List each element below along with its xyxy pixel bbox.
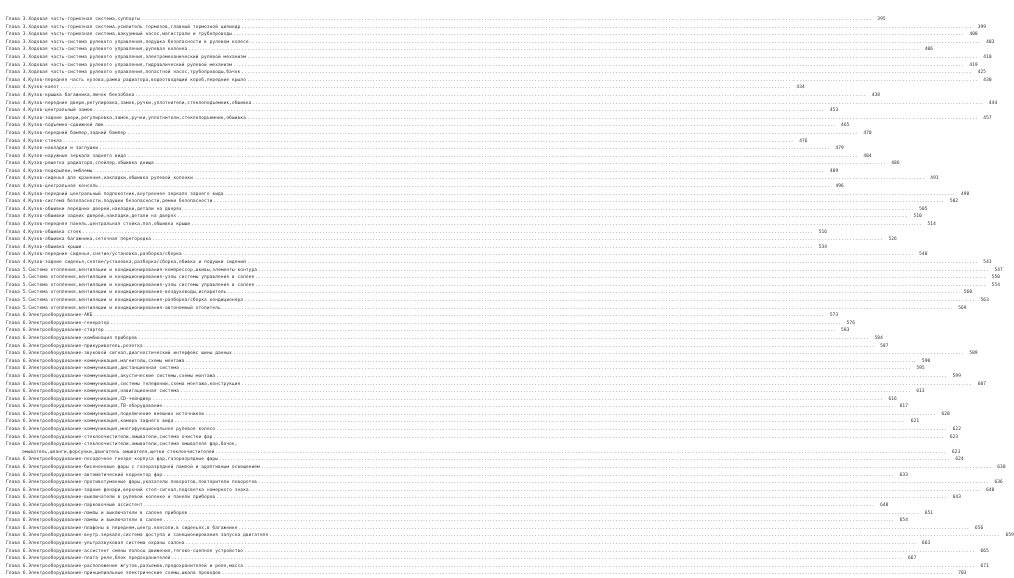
toc-page-number: 623 [951,449,961,455]
toc-entry [6,381,987,389]
toc-entry [6,69,987,77]
toc-entry [6,548,989,556]
toc-entry [6,441,398,449]
toc-page-number: 633 [899,472,908,478]
toc-dot-leader [255,274,986,282]
toc-entry-title: Глава 5.Система отопления,вентиляции и кондиционирования-воздуховоды,испаритель [6,290,227,296]
toc-dot-leader [227,289,958,297]
toc-entry-title: Глава 6.Электрооборудование-генератор [6,320,110,326]
toc-entry [6,115,992,123]
toc-entry-title: Глава 4.Кузов-передняя часть кузова,рамка радиатора,водоотводящий короб,передние крыло [6,77,246,83]
toc-page-number: 543 [983,260,992,265]
toc-entry-title: Глава 5.Система отопления,вентиляции и кондиционирования-компрессор,шкивы,элементы контура [6,267,258,273]
toc-page-number: 616 [888,396,897,402]
toc-entry-title: Глава 4.Кузов-обшивка багажника,сеточная перегородка [6,237,152,243]
toc-page-number: 576 [846,320,855,326]
toc-entry-title: Глава 6.Электрооборудование-противотуманные фары,указатели поворотов,повторители поворотов [6,480,258,486]
toc-entry-title: Глава 6.Электрооборудование-стеклоочистители,омыватели,система очистки фар [6,434,213,440]
toc-page-number: 671 [980,563,989,569]
toc-dot-leader [244,297,975,305]
toc-entry [6,267,1003,275]
toc-page-number: 583 [841,328,850,334]
toc-entry [6,396,897,404]
toc-dot-leader [99,145,830,153]
toc-entry-title: Глава 6.Электрооборудование-АКБ [6,313,93,319]
toc-entry [6,434,959,442]
toc-dot-leader [141,16,872,24]
toc-dot-leader [60,84,791,92]
toc-entry-title: Глава 6.Электрооборудование-прикуриватель,розетка [6,343,143,349]
toc-dot-leader [241,24,972,32]
toc-entry-title: Глава 6.Электрооборудование-выключатели в рулевой колонке и панели приборов [6,495,216,501]
toc-dot-leader [233,62,964,70]
toc-dot-leader [269,532,1000,540]
toc-entry [6,510,934,518]
toc-entry [6,107,839,115]
toc-dot-leader [105,327,836,335]
toc-dot-leader [183,251,914,259]
toc-entry [6,175,939,183]
toc-entry-title: Глава 6.Электрооборудование-расположение жгутов,разъемов,предохранителей и реле,масса [6,563,244,569]
toc-entry [6,46,934,54]
toc-entry [6,282,1001,290]
toc-page-number: 613 [916,389,925,395]
toc-entry-title: Глава 4.Кузов-подъемно-сдвижной люк [6,123,104,129]
toc-entry [6,517,908,525]
toc-dot-leader [258,267,989,275]
toc-entry [6,122,850,130]
toc-page-number: 399 [977,24,987,30]
toc-dot-leader [93,312,824,320]
toc-entry [6,31,978,39]
toc-entry [6,236,897,244]
toc-page-number: 457 [983,115,992,121]
toc-dot-leader [233,31,964,39]
toc-page-number: 434 [796,85,805,91]
toc-page-number: 667 [907,556,917,562]
toc-entry-title: Глава 6.Электрооборудование-автоматический корректор фар [6,472,163,478]
toc-dot-leader [216,426,947,434]
toc-dot-leader [82,244,813,252]
toc-entry [6,502,889,510]
toc-dot-leader [252,100,983,108]
toc-page-number: 599 [952,373,961,379]
toc-entry-title: Глава 6.Электрооборудование-принципиальные электрические схемы,шкала проводов [6,571,221,577]
toc-page-number: 587 [880,343,889,349]
toc-entry-title: Глава 6.Электрооборудование-плата реле,блок предохранителей [6,556,171,562]
toc-dot-leader [186,540,917,548]
toc-entry [6,251,928,259]
toc-entry [6,221,936,229]
toc-entry-title: Глава 6.Электрооборудование-коммуникация,магнитолы,схемы монтажа [6,358,185,364]
toc-page-number: 636 [994,480,1003,486]
toc-page-number: 654 [899,518,908,524]
toc-entry [6,456,964,464]
toc-dot-leader [152,396,883,404]
toc-dot-leader [144,343,875,351]
toc-dot-leader [241,69,972,77]
toc-dot-leader [239,525,970,533]
toc-entry [6,449,961,457]
toc-dot-leader [255,282,986,290]
toc-entry-title: Глава 4.Кузов-передние сиденья,снятие/установка,разборка/сборка [6,252,182,258]
toc-dot-leader [172,555,903,563]
toc-entry [6,62,978,70]
toc-page-number: 563 [980,297,989,303]
toc-page-number: 403 [986,39,995,45]
toc-dot-leader [194,175,925,183]
toc-page-number: 607 [977,381,987,387]
toc-entry-title: Глава 4.Кузов-задние двери,регулировка,замок,ручки,уплотнители,стеклоподъемник,обшивка [6,115,246,121]
toc-entry-title: Глава 4.Кузов-обшивка крыши [6,244,82,250]
table-of-contents [6,16,1014,578]
toc-entry-title: Глава 4.Кузов-передний бампер,задний бампер [6,130,126,136]
toc-entry [6,145,844,153]
toc-entry-title: Глава 4.Кузов-накладки и заглушки [6,146,99,152]
toc-entry [6,213,922,221]
toc-dot-leader [105,122,836,130]
toc-page-number: 703 [958,571,967,577]
toc-entry-title: Глава 6.Электрооборудование-коммуникация,дистанционная система [6,366,179,372]
toc-page-number: 444 [988,100,998,106]
toc-dot-leader [110,320,841,328]
toc-entry-title: Глава 3.Ходовая часть-тормозная система,вакуумный насос,магистрали и трубопроводы [6,32,232,38]
toc-page-number: 502 [949,199,959,205]
toc-entry-title: Глава 3.Ходовая часть-тормозная система,усилитель тормозов,главный тормозной цилиндр [6,24,241,30]
toc-dot-leader [244,548,975,556]
toc-dot-leader [247,115,978,123]
toc-entry [6,426,961,434]
toc-page-number: 476 [799,138,808,144]
toc-entry-title: Глава 3.Ходовая часть-система рулевого управления,подушка безопасности в рулевом колесе [6,39,249,45]
toc-entry-title: Глава 4.Кузов-система безопасности,подушки безопасности,ремни безопасности [6,199,213,205]
toc-page-number: 453 [829,108,839,114]
toc-entry-title: Глава 4.Кузов-наружные зеркала заднего вида [6,153,126,159]
toc-page-number: 419 [969,62,978,68]
toc-entry [6,494,961,502]
toc-entry-title: Глава 4.Кузов-стекла [6,138,62,144]
toc-entry [6,563,989,571]
toc-dot-leader [244,563,975,571]
toc-page-number: 540 [919,252,928,258]
toc-entry-title: Глава 6.Электрооборудование-внутр.зеркало,система доступа и санкционирования запуска двигателя [6,533,269,539]
toc-entry-title: Глава 6.Электрооборудование-лампы и выключатели в салоне [6,518,163,524]
toc-page-number: 484 [863,153,872,159]
toc-dot-leader [241,381,972,389]
toc-page-number: 643 [952,495,961,501]
toc-dot-leader [250,39,981,47]
toc-entry-title: Глава 5.Система отопления,вентиляции и кондиционирования-узлы системы управления в салоне [6,275,255,281]
toc-entry-title: Глава 4.Кузов-сиденья для кранения,накладки,обшивка рулевой колонки [6,176,193,182]
toc-page-number: 486 [891,161,900,167]
toc-dot-leader [222,305,953,313]
toc-entry [6,350,978,358]
toc-entry [6,198,959,206]
toc-page-number: 651 [924,510,934,516]
toc-page-number: 547 [994,267,1003,273]
toc-entry-title: Глава 5.Система отопления,вентиляции и кондиционирования-разборка/сборка кондиционера [6,297,244,303]
toc-entry [6,343,889,351]
toc-entry-title: Глава 6.Электрооборудование-коммуникация,системы телефонии,схема монтажа,конструкция [6,381,241,387]
toc-entry [6,160,900,168]
toc-dot-leader [163,403,894,411]
toc-page-number: 498 [960,191,970,197]
toc-page-number: 595 [916,366,925,372]
toc-entry-title: Глава 3.Ходовая часть-система рулевого управления,лопастной насос,трубопроводы,бачок [6,70,241,76]
toc-entry [6,92,881,100]
toc-page-number: 554 [991,282,1001,288]
toc-entry-title: Глава 6.Электрооборудование-лампы и выключатели в салоне приборов [6,510,188,516]
toc-entry [6,479,1003,487]
toc-page-number: 425 [977,70,987,76]
toc-page-number: 623 [949,434,959,440]
toc-page-number: 465 [841,123,850,129]
toc-dot-leader [188,46,919,54]
toc-dot-leader [63,138,794,146]
toc-dot-leader [174,418,905,426]
toc-entry-title: Глава 6.Электрооборудование-стартер [6,328,104,334]
toc-dot-leader [138,335,869,343]
toc-entry-title: Глава 6.Электрооборудование-коммуникация,ТВ-оборудование [6,404,163,410]
toc-page-number: 430 [983,77,992,83]
toc-page-number: 516 [818,229,828,235]
toc-entry [6,525,984,533]
toc-entry [6,327,850,335]
toc-entry-title: Глава 4.Кузов-передний центральный подлокотник,внутреннее зеркало заднего вида [6,191,224,197]
toc-entry [6,570,967,578]
toc-entry-title: Глава 3.Ходовая часть-система рулевого управления,рулевая колонка [6,47,188,53]
toc-entry [6,130,872,138]
toc-dot-leader [215,449,946,457]
toc-entry [6,540,931,548]
toc-page-number: 663 [921,540,931,546]
toc-entry-title: Глава 6.Электрооборудование-плафоны в переднем,центр.консоли,в сиденьях,в багажнике [6,525,238,531]
toc-page-number: 560 [963,290,973,296]
toc-entry [6,555,917,563]
toc-entry [6,365,925,373]
toc-entry [6,464,1006,472]
toc-entry-title: Глава 4.Кузов-обшивки задних дверей,накладки,детали на дверях [6,214,177,220]
toc-entry-title: Глава 6.Электрооборудование-коммуникация,многофункциональное рулевое колесо [6,427,216,433]
toc-entry [6,259,992,267]
toc-page-number: 550 [991,275,1001,281]
toc-dot-leader [127,130,858,138]
toc-dot-leader [216,494,947,502]
toc-entry-title: Глава 6.Электрооборудование-коммуникация,CD-чейнджер [6,396,152,402]
toc-entry-title: Глава 6.Электрооборудование-комбинация приборов [6,335,138,341]
toc-entry [6,153,872,161]
toc-page-number: 640 [986,487,995,493]
toc-entry-title: Глава 5.Система отопления,вентиляции и кондиционирования-автономный отопитель [6,305,221,311]
toc-entry [6,335,883,343]
toc-entry-title: Глава 4.Кузов-обшивки передних дверей,накладки,детали на дверях [6,206,182,212]
toc-dot-leader [247,259,978,267]
toc-dot-leader [216,373,947,381]
toc-entry [6,487,995,495]
toc-page-number: 406 [924,47,934,53]
toc-page-number: 395 [877,17,886,22]
toc-entry-title: Глава 4.Кузов-капот [6,85,59,91]
toc-dot-leader [177,213,908,221]
toc-page-number: 489 [829,168,839,174]
toc-entry [6,191,970,199]
toc-entry-title: Глава 4.Кузов-центральная консоль [6,184,99,190]
toc-page-number: 491 [930,176,939,182]
toc-dot-leader [219,456,950,464]
toc-entry [6,388,925,396]
toc-dot-leader [258,479,989,487]
toc-page-number: 622 [952,427,961,433]
toc-entry-title: Глава 4.Кузов-обшивка стоек [6,229,82,235]
toc-dot-leader [152,236,883,244]
toc-entry-title: Глава 6.Электрооборудование-коммуникация,камера заднего вида [6,419,174,425]
toc-entry-title: Глава 6.Электрооборудование-бисеноновые фары с газоразрядной лампой и адаптивным освещением [6,465,260,471]
toc-page-number: 659 [1005,533,1014,539]
toc-entry [6,403,908,411]
toc-entry [6,297,989,305]
toc-dot-leader [99,183,830,191]
toc-entry-title: Глава 5.Система отопления,вентиляции и кондиционирования-узлы системы управления в салоне [6,282,255,288]
toc-entry [6,229,828,237]
toc-page-number: 569 [958,305,967,311]
toc-entry-title: Глава 4.Кузов-передняя панель,центральная стойка,пол,обшивка крыши [6,222,191,228]
toc-page-number: 665 [980,548,989,554]
toc-dot-leader [155,160,886,168]
toc-entry-title: Глава 4.Кузов-задние сиденья,снятие/установка,разборка/сборка,обивка и подушки сидений [6,260,246,265]
toc-entry-title: Глава 4.Кузов-подкрылки,эмблемы [6,168,93,174]
toc-page-number: 589 [969,351,978,357]
toc-entry-title: Глава 6.Электрооборудование-коммуникация,подключение внешних источников [6,411,205,417]
toc-dot-leader [127,153,858,161]
toc-dot-leader [180,365,911,373]
toc-entry [6,84,805,92]
toc-entry [6,312,839,320]
toc-entry [6,472,908,480]
toc-page-number: 617 [899,404,908,410]
toc-dot-leader [250,487,981,495]
toc-entry [6,289,973,297]
toc-dot-leader [163,517,894,525]
toc-entry [6,100,998,108]
toc-entry-title: Глава 6.Электрооборудование-коммуникация,акустические системы,схемы монтажа [6,373,216,379]
toc-page-number: 648 [880,503,889,508]
toc-dot-leader [183,206,914,214]
toc-dot-leader [233,350,964,358]
toc-entry [6,183,844,191]
toc-entry [6,54,992,62]
toc-dot-leader [82,229,813,237]
toc-entry-title: Глава 4.Кузов-передние двери,регулировка,замок,ручки,уплотнители,стеклоподъемник,обшивка [6,100,252,106]
toc-entry [6,206,928,214]
toc-entry-title: Глава 6.Электрооборудование-посадочное гнездо корпуса фар,газоразрядные фары [6,457,218,463]
toc-page-number: 624 [955,457,964,463]
toc-page-number: 496 [835,184,844,190]
toc-entry-title: Глава 3.Ходовая часть-тормозная система,суппорты [6,17,140,22]
toc-page-number: 656 [974,525,984,531]
toc-entry [6,24,987,32]
toc-page-number: 621 [910,419,920,425]
toc-dot-leader [93,168,824,176]
toc-entry-title: Глава 3.Ходовая часть-система рулевого управления,гидравлический рулевой механизм [6,62,232,68]
toc-dot-leader [135,92,866,100]
toc-entry [6,39,995,47]
toc-page-number: 526 [888,237,897,243]
toc-page-number: 584 [874,335,883,341]
toc-entry [6,168,839,176]
toc-entry [6,373,961,381]
toc-dot-leader [247,77,978,85]
toc-page-number: 400 [969,32,978,38]
toc-dot-leader [213,434,944,442]
toc-entry-title: Глава 6.Электрооборудование-парковочный ассистент [6,503,143,508]
toc-dot-leader [188,510,919,518]
toc-dot-leader [225,191,956,199]
toc-dot-leader [144,502,875,510]
toc-entry [6,418,920,426]
toc-page-number: 479 [835,146,844,152]
toc-dot-leader [247,54,978,62]
toc-page-number: 590 [921,358,931,364]
toc-dot-leader [261,464,992,472]
toc-entry-title: Глава 6.Электрооборудование-коммуникация,навигационная система [6,389,179,395]
toc-entry-title: Глава 6.Электрооборудование-задние фонари,верхний стоп-сигнал,подсветка номерного знака [6,487,249,493]
toc-page-number: 410 [983,54,992,60]
toc-entry [6,320,855,328]
toc-page-number: 470 [863,130,872,136]
toc-entry-title: омыватель,шланги,форсунки,двигатель омывателя,щетки стеклоочистителей [22,449,215,455]
toc-entry-title: Глава 4.Кузов-решетка радиатора,спойлер,обшивка днища [6,161,154,167]
toc-dot-leader [163,472,894,480]
toc-page-number: 514 [927,222,936,228]
toc-entry [6,274,1001,282]
toc-dot-leader [186,358,917,366]
toc-page-number: 630 [997,465,1006,471]
toc-dot-leader [213,198,944,206]
toc-entry [6,305,967,313]
toc-entry [6,411,950,419]
toc-page-number: 620 [941,411,950,417]
toc-page-number: 505 [919,206,928,212]
toc-entry-title: Глава 6.Электрооборудование-ассистент смены полосы движения,тягово-сцепное устройство [6,548,244,554]
toc-entry-title: Глава 6.Электрооборудование-звуковой сигнал,диагностический интерфейс шины данных [6,351,232,357]
toc-entry-title: Глава 4.Кузов-центральный замок [6,108,93,114]
toc-entry [6,532,1014,540]
toc-entry-title: Глава 4.Кузов-крышка багажника,лючок бензобака [6,92,135,98]
toc-page-number: 510 [913,214,922,220]
toc-entry [6,16,886,24]
toc-dot-leader [180,388,911,396]
toc-entry [6,77,992,85]
toc-dot-leader [93,107,824,115]
toc-page-number: 573 [829,313,839,319]
toc-entry-title: Глава 6.Электрооборудование-ультразвуковая система охраны салона [6,540,185,546]
toc-entry [6,244,828,252]
toc-dot-leader [191,221,922,229]
toc-dot-leader [222,570,953,578]
toc-entry-title: Глава 3.Ходовая часть-система рулевого управления,электромеханический рулевой механизм [6,54,246,60]
toc-entry [6,138,808,146]
toc-page-number: 438 [871,92,881,98]
toc-entry [6,358,931,366]
toc-dot-leader [205,411,936,419]
toc-entry-title: Глава 6.Электрооборудование-стеклоочистители,омыватели,система омывателя фар,бачок, [6,442,238,448]
toc-page-number: 534 [818,244,828,250]
